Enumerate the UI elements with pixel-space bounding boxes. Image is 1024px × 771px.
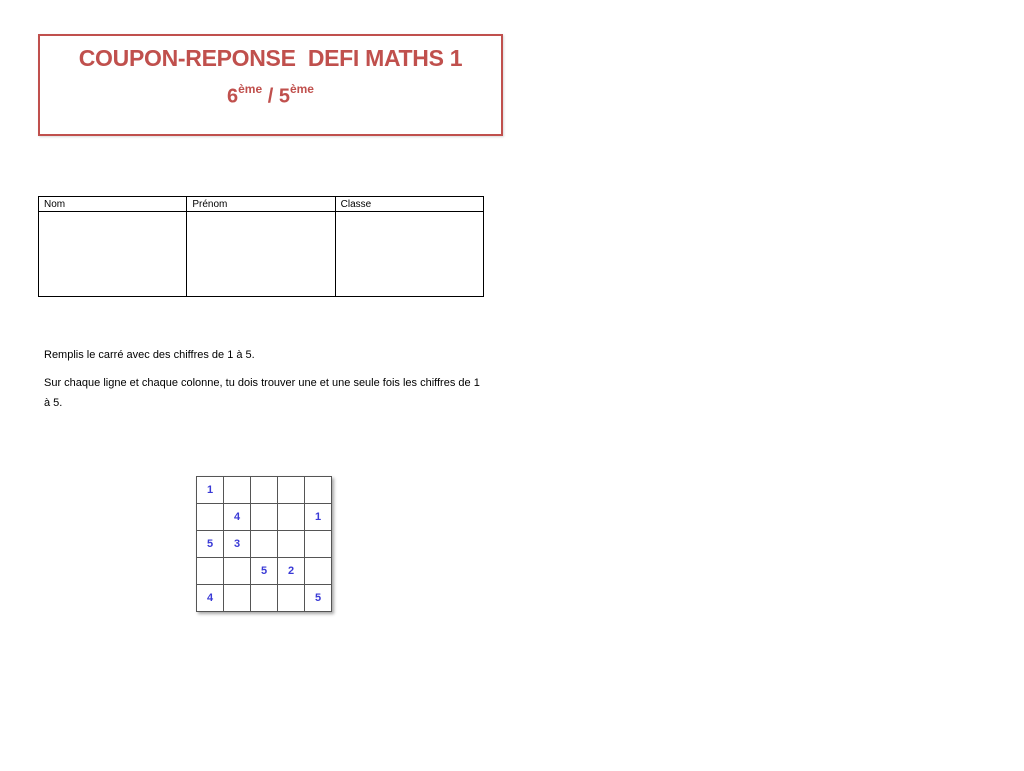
grid-cell[interactable] [197, 504, 224, 531]
grid-cell[interactable] [278, 531, 305, 558]
column-header-nom: Nom [39, 197, 187, 212]
grid-cell[interactable] [224, 585, 251, 612]
grid-cell[interactable] [251, 531, 278, 558]
instructions [44, 345, 484, 421]
grid-cell[interactable] [251, 477, 278, 504]
grid-cell[interactable] [305, 531, 332, 558]
grid-row [197, 585, 332, 612]
grid-cell[interactable] [278, 477, 305, 504]
prenom-entry-cell[interactable] [187, 212, 335, 297]
grid-cell[interactable]: 3 [224, 531, 251, 558]
grid-cell[interactable]: 4 [224, 504, 251, 531]
grid-row [197, 531, 332, 558]
grid-cell[interactable] [224, 477, 251, 504]
grade-level-2-suffix: ème [289, 82, 314, 96]
grid-cell[interactable]: 5 [197, 531, 224, 558]
page-title: COUPON-REPONSE DEFI MATHS 1 [78, 45, 463, 71]
grid-row [197, 477, 332, 504]
nom-entry-cell[interactable] [39, 212, 187, 297]
grade-level-1-number: 6 [227, 85, 239, 108]
grid-cell[interactable]: 1 [197, 477, 224, 504]
grid-cell[interactable] [278, 585, 305, 612]
grid-cell[interactable]: 1 [305, 504, 332, 531]
grid-cell[interactable] [305, 558, 332, 585]
grid-cell[interactable] [278, 504, 305, 531]
student-info-header-row [39, 197, 484, 212]
instruction-line-2: Sur chaque ligne et chaque colonne, tu dois trouver une et une seule fois les chiffres de 1 à 5. [44, 377, 480, 409]
student-info-entry-row [39, 212, 484, 297]
grid-cell[interactable] [305, 477, 332, 504]
grid-cell[interactable] [251, 585, 278, 612]
grid-cell[interactable]: 5 [251, 558, 278, 585]
student-info-table [38, 196, 484, 297]
grid-cell[interactable]: 2 [278, 558, 305, 585]
grid-cell[interactable] [197, 558, 224, 585]
grid-row [197, 558, 332, 585]
column-header-classe: Classe [335, 197, 483, 212]
instruction-line-1: Remplis le carré avec des chiffres de 1 à 5. [44, 349, 255, 361]
grade-level-1-suffix: ème [238, 82, 263, 96]
grid-cell[interactable]: 4 [197, 585, 224, 612]
grid-row [197, 504, 332, 531]
grade-level-2-number: 5 [278, 85, 290, 108]
grid-cell[interactable] [224, 558, 251, 585]
grade-level-separator: / [262, 85, 279, 108]
grid-cell[interactable] [251, 504, 278, 531]
title-box [38, 34, 503, 136]
grid-cell[interactable]: 5 [305, 585, 332, 612]
latin-square-grid [196, 476, 332, 612]
classe-entry-cell[interactable] [335, 212, 483, 297]
column-header-prenom: Prénom [187, 197, 335, 212]
grade-level [40, 84, 501, 109]
